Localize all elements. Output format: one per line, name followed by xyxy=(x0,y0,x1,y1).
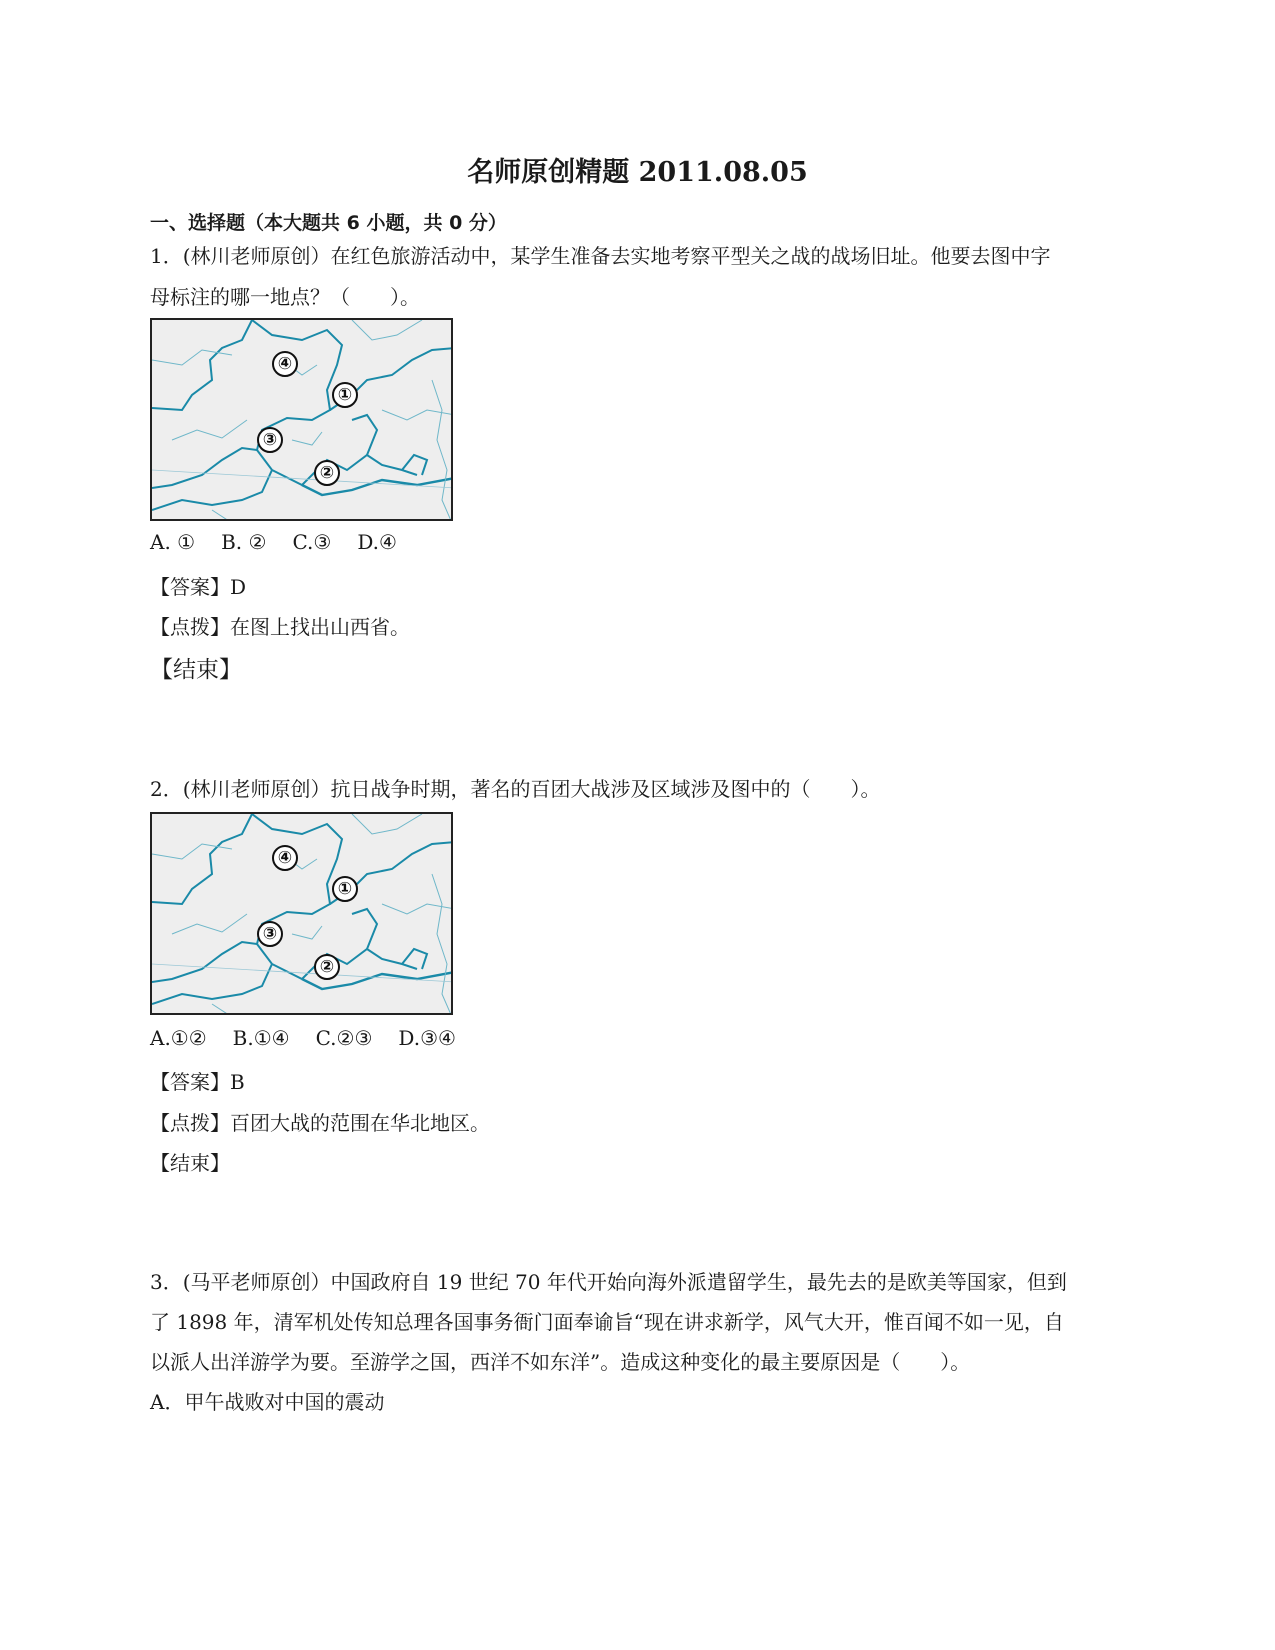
q2-option-b[interactable]: B.①④ xyxy=(232,1026,290,1050)
q2-hint: 【点拨】百团大战的范围在华北地区。 xyxy=(150,1111,490,1135)
map-marker-2: ② xyxy=(314,954,340,980)
map-marker-3: ③ xyxy=(257,921,283,947)
q1-answer: 【答案】D xyxy=(150,575,247,599)
q1-option-c[interactable]: C.③ xyxy=(292,530,332,554)
q2-end-marker: 【结束】 xyxy=(150,1151,230,1175)
q1-stem-line2: 母标注的哪一地点？（ ）。 xyxy=(150,285,420,309)
map-marker-1: ① xyxy=(332,876,358,902)
q1-stem-line1: 1．(林川老师原创）在红色旅游活动中，某学生准备去实地考察平型关之战的战场旧址。他要去图中字 xyxy=(150,244,1051,268)
q1-hint: 【点拨】在图上找出山西省。 xyxy=(150,615,410,639)
map-marker-2: ② xyxy=(314,460,340,486)
q1-option-d[interactable]: D.④ xyxy=(357,530,397,554)
q1-map-image xyxy=(150,318,453,521)
map-marker-4: ④ xyxy=(272,351,298,377)
q1-map-drawing xyxy=(152,320,453,521)
q1-end-marker: 【结束】 xyxy=(150,657,242,683)
q3-stem-line2: 了 1898 年，清军机处传知总理各国事务衙门面奉谕旨“现在讲求新学，风气大开，惟百闻不如一见，自 xyxy=(150,1310,1064,1334)
section-heading: 一、选择题（本大题共 6 小题，共 0 分） xyxy=(150,212,507,234)
q2-option-c[interactable]: C.②③ xyxy=(315,1026,373,1050)
map-marker-1: ① xyxy=(332,382,358,408)
q2-option-a[interactable]: A.①② xyxy=(150,1026,207,1050)
q3-stem-line1: 3．(马平老师原创）中国政府自 19 世纪 70 年代开始向海外派遣留学生，最先去的是欧美等国家，但到 xyxy=(150,1270,1067,1294)
q2-map-image xyxy=(150,812,453,1015)
map-marker-4: ④ xyxy=(272,845,298,871)
q2-stem-line1: 2．(林川老师原创）抗日战争时期，著名的百团大战涉及区域涉及图中的（ ）。 xyxy=(150,777,881,801)
q2-options xyxy=(150,1026,482,1050)
q2-option-d[interactable]: D.③④ xyxy=(398,1026,456,1050)
q1-option-a[interactable]: A. ① xyxy=(150,530,196,554)
q3-option-a[interactable]: A．甲午战败对中国的震动 xyxy=(150,1390,385,1414)
q1-options xyxy=(150,530,423,554)
q1-option-b[interactable]: B. ② xyxy=(221,530,267,554)
q2-map-drawing xyxy=(152,814,453,1015)
page-title: 名师原创精题 2011.08.05 xyxy=(467,157,808,188)
map-marker-3: ③ xyxy=(257,427,283,453)
q3-stem-line3: 以派人出洋游学为要。至游学之国，西洋不如东洋”。造成这种变化的最主要原因是（ ）。 xyxy=(150,1350,971,1374)
q2-answer: 【答案】B xyxy=(150,1070,245,1094)
